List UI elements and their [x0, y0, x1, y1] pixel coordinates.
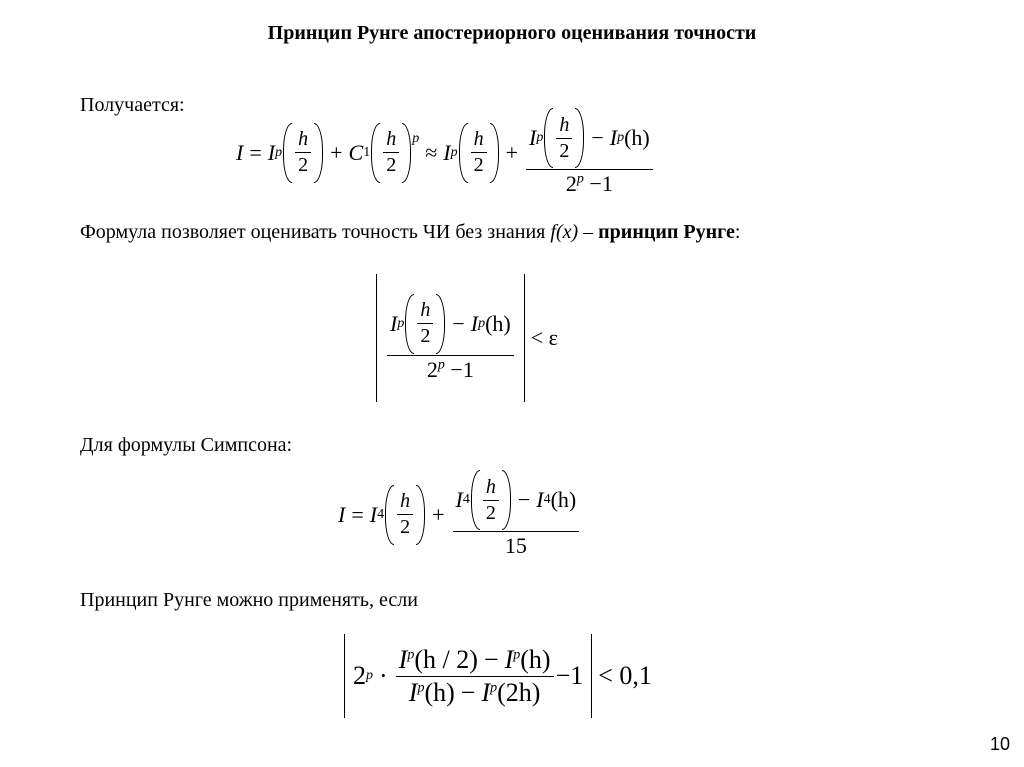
text-colon: : — [734, 221, 741, 243]
less-than-value: < 0,1 — [598, 661, 652, 690]
plus: + — [330, 139, 343, 165]
text-runge-principle: принцип Рунге — [598, 221, 735, 243]
text-simpson: Для формулы Симпсона: — [80, 434, 293, 456]
formula-simpson: I = I 4 $\frac{h}{2}$ + I 4 $\frac{h}{2}$ − I 4 (h) 15 — [338, 470, 581, 559]
paren-h-over-2: $\frac{h}{2}$ — [458, 123, 500, 183]
symbol-I: I — [236, 139, 244, 165]
symbol-I: I — [443, 139, 451, 165]
plus: + — [505, 139, 519, 165]
text-fx: f(x) — [550, 221, 579, 243]
symbol-C: C — [348, 139, 364, 165]
approx: ≈ — [425, 139, 438, 165]
runge-correction-fraction: I p $\frac{h}{2}$ − I p (h) 2$^p$ −1 — [526, 108, 653, 197]
page-number: 10 — [989, 734, 1010, 754]
less-than-epsilon: < ε — [530, 325, 558, 350]
text-applicability: Принцип Рунге можно применять, если — [80, 589, 418, 611]
formula-applicability: 2 p · $\frac{I^p(h / 2) - I^p(h)}{I^p(h) - I^p(2h)}$ −1 < 0,1 — [344, 634, 658, 718]
equals: = — [249, 139, 262, 165]
paren-h-over-2: $\frac{h}{2}$ — [370, 123, 412, 183]
paren-h-over-2: $\frac{h}{2}$ — [282, 123, 324, 183]
sub-1: 1 — [363, 144, 371, 160]
text-formula-allows — [80, 221, 740, 244]
formula-runge-estimate: I = I p $\frac{h}{2}$ + C 1 $\frac{h}{2}$ $^p$ ≈ I p $\frac{h}{2}$ + I p $\frac{h}{2}$ − I p (h) 2$^p$ −1 — [236, 108, 655, 197]
text-obtained: Получается: — [80, 94, 185, 116]
symbol-I: I — [267, 139, 276, 165]
text-part: Формула позволяет оценивать точность ЧИ без знания — [80, 221, 551, 243]
text-dash: – — [578, 221, 599, 243]
slide-title: Принцип Рунге апостериорного оценивания точности — [267, 22, 757, 44]
formula-runge-criterion: I p $\frac{h}{2}$ − I p (h) 2$^p$ −1 < ε — [376, 274, 564, 402]
